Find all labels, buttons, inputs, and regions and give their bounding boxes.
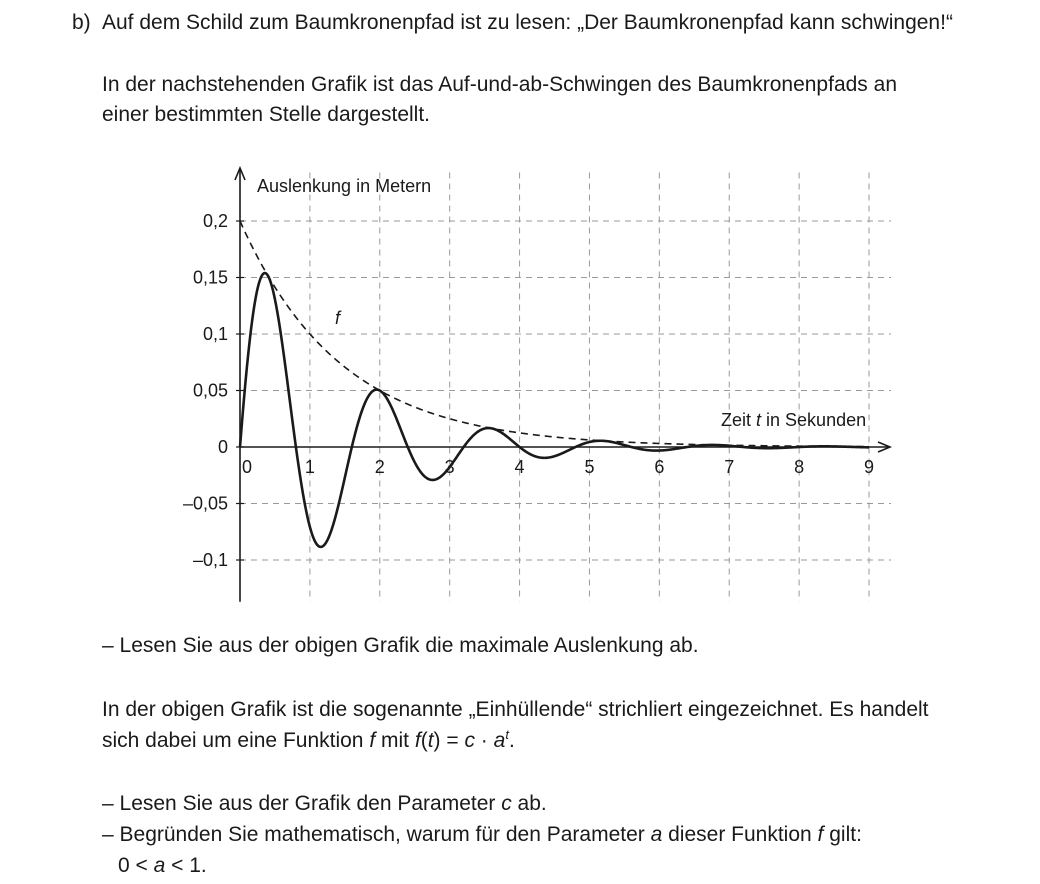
- curve-label-f: f: [335, 308, 341, 328]
- x-tick-label: 6: [654, 457, 665, 477]
- oscillation-chart: [150, 150, 930, 620]
- x-tick-label: 9: [864, 457, 875, 477]
- y-tick-label: 0,05: [192, 380, 228, 401]
- x-tick-label: 2: [374, 457, 385, 477]
- inequality: 0 < a < 1.: [118, 854, 207, 877]
- x-tick-label: 5: [584, 457, 595, 477]
- y-tick-label: 0,1: [202, 324, 228, 344]
- x-tick-label: 4: [514, 457, 525, 477]
- envelope-line-1: In der obigen Grafik ist die sogenannte „Einhüllende“ strichliert eingezeichnet. Es handelt: [102, 698, 929, 721]
- y-tick-label: 0,2: [202, 211, 228, 231]
- part-label: b): [72, 11, 91, 34]
- chart-axes: [235, 168, 890, 602]
- y-tick-label: 0: [217, 437, 228, 457]
- y-tick-label: –0,05: [182, 493, 228, 514]
- bullet-parameter-c: – Lesen Sie aus der Grafik den Parameter c ab.: [102, 792, 547, 815]
- y-tick-label: 0,15: [192, 267, 228, 288]
- x-tick-label: 3: [444, 457, 455, 477]
- x-tick-label: 7: [724, 457, 735, 477]
- bullet-justify-a: – Begründen Sie mathematisch, warum für den Parameter a dieser Funktion f gilt:: [102, 823, 862, 846]
- bullet-max-deflection: – Lesen Sie aus der obigen Grafik die maximale Auslenkung ab.: [102, 634, 699, 657]
- intro-text: Auf dem Schild zum Baumkronenpfad ist zu lesen: „Der Baumkronenpfad kann schwingen!“: [102, 11, 953, 34]
- x-tick-label: 1: [304, 457, 315, 477]
- description-line-1: In der nachstehenden Grafik ist das Auf-und-ab-Schwingen des Baumkronenpfads an: [102, 73, 897, 96]
- envelope-line-2: sich dabei um eine Funktion f mit $f(t) = c \cdot a^t$.: [102, 727, 515, 752]
- chart-grid: [240, 173, 891, 602]
- x-tick-label: 8: [794, 457, 805, 477]
- description-line-2: einer bestimmten Stelle dargestellt.: [102, 103, 430, 126]
- x-tick-label: 0: [241, 457, 253, 477]
- formula: $f(t) = c \cdot a^t$.: [414, 727, 515, 752]
- y-axis-label: Auslenkung in Metern: [257, 176, 432, 196]
- x-axis-label: Zeit t in Sekunden: [721, 410, 867, 430]
- y-tick-label: –0,1: [192, 550, 228, 570]
- chart-curves: [240, 221, 869, 547]
